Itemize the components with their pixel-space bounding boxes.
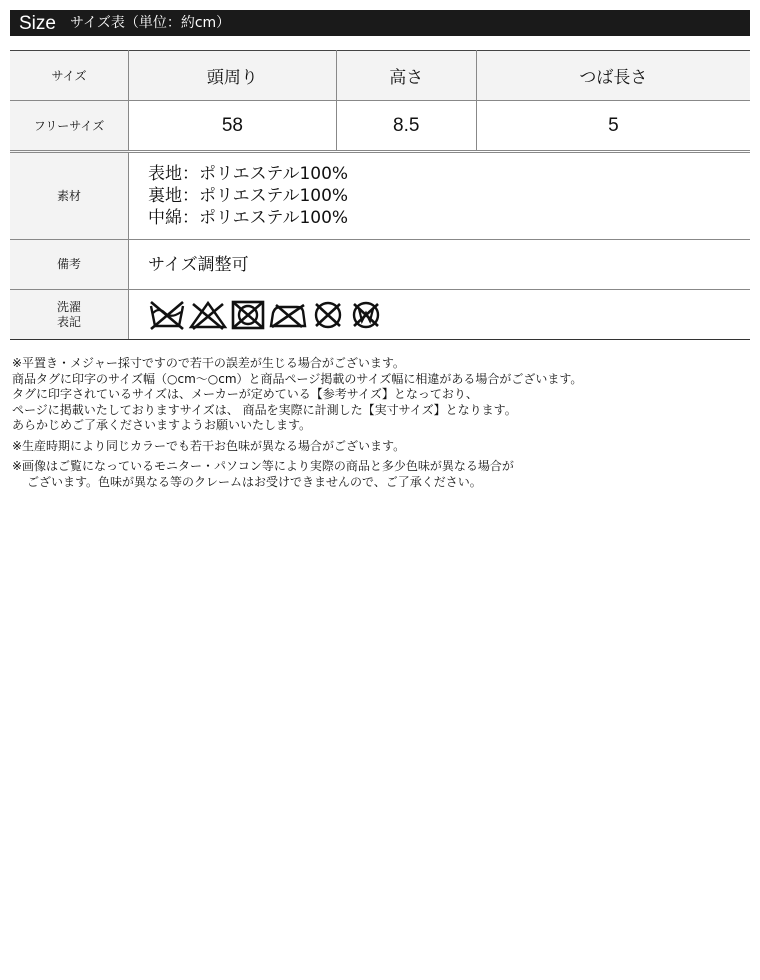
material-line-padding: 中綿：ポリエステル100% [148,208,349,228]
no-iron-icon [268,299,308,331]
care-label-line2: 表記 [56,314,81,329]
material-row [10,153,750,240]
no-tumble-dry-icon [230,299,266,331]
notes [12,356,748,490]
material-label: 素材 [10,153,129,240]
column-head-circumference: 頭周り [129,51,337,101]
no-washing-icon [148,299,186,331]
size-label-cell: サイズ [10,51,129,101]
size-subtitle: サイズ表（単位：約cm） [69,15,231,31]
material-line-outer: 表地：ポリエステル100% [148,164,349,184]
care-icons-cell [129,290,751,340]
size-header-bar [10,10,750,36]
value-height: 8.5 [336,101,476,152]
note-monitor-color: ※画像はご覧になっているモニター・パソコン等により実際の商品と多少色味が異なる場合が [12,459,514,473]
note-acknowledge: あらかじめご了承くださいますようお願いいたします。 [12,418,312,432]
remarks-value: サイズ調整可 [129,240,751,290]
column-height: 高さ [336,51,476,101]
size-title: Size [19,12,56,34]
size-table-row [10,101,750,152]
note-tag-size: 商品タグに印字のサイズ幅（○cm〜○cm）と商品ページ掲載のサイズ幅に相違がある場合がございます。 [12,371,583,386]
no-bleach-icon [188,299,228,331]
size-table [10,50,750,153]
column-brim-length: つば長さ [476,51,750,101]
value-brim-length: 5 [476,101,750,152]
material-value [129,153,751,240]
note-reference-size: タグに印字されているサイズは、メーカーが定めている【参考サイズ】となっており、 [12,387,478,401]
remarks-row [10,240,750,290]
material-line-lining: 裏地：ポリエステル100% [148,186,349,206]
note-no-claims: ございます。色味が異なる等のクレームはお受けできませんので、ご了承ください。 [27,474,482,489]
no-wet-clean-icon [348,299,384,331]
care-row [10,290,750,340]
value-head-circumference: 58 [129,101,337,152]
note-actual-size: ページに掲載いたしておりますサイズは、 商品を実際に計測した【実寸サイズ】となります。 [12,402,517,417]
care-icons [148,299,750,331]
remarks-label: 備考 [10,240,129,290]
free-size-label: フリーサイズ [10,101,129,152]
note-measurement: ※平置き・メジャー採寸ですので若干の誤差が生じる場合がございます。 [12,356,405,370]
care-label [10,290,129,340]
no-dry-clean-icon [310,299,346,331]
care-label-line1: 洗濯 [56,300,81,315]
size-table-header-row [10,51,750,101]
info-table [10,153,750,340]
note-production-color: ※生産時期により同じカラーでも若干お色味が異なる場合がございます。 [12,438,406,453]
